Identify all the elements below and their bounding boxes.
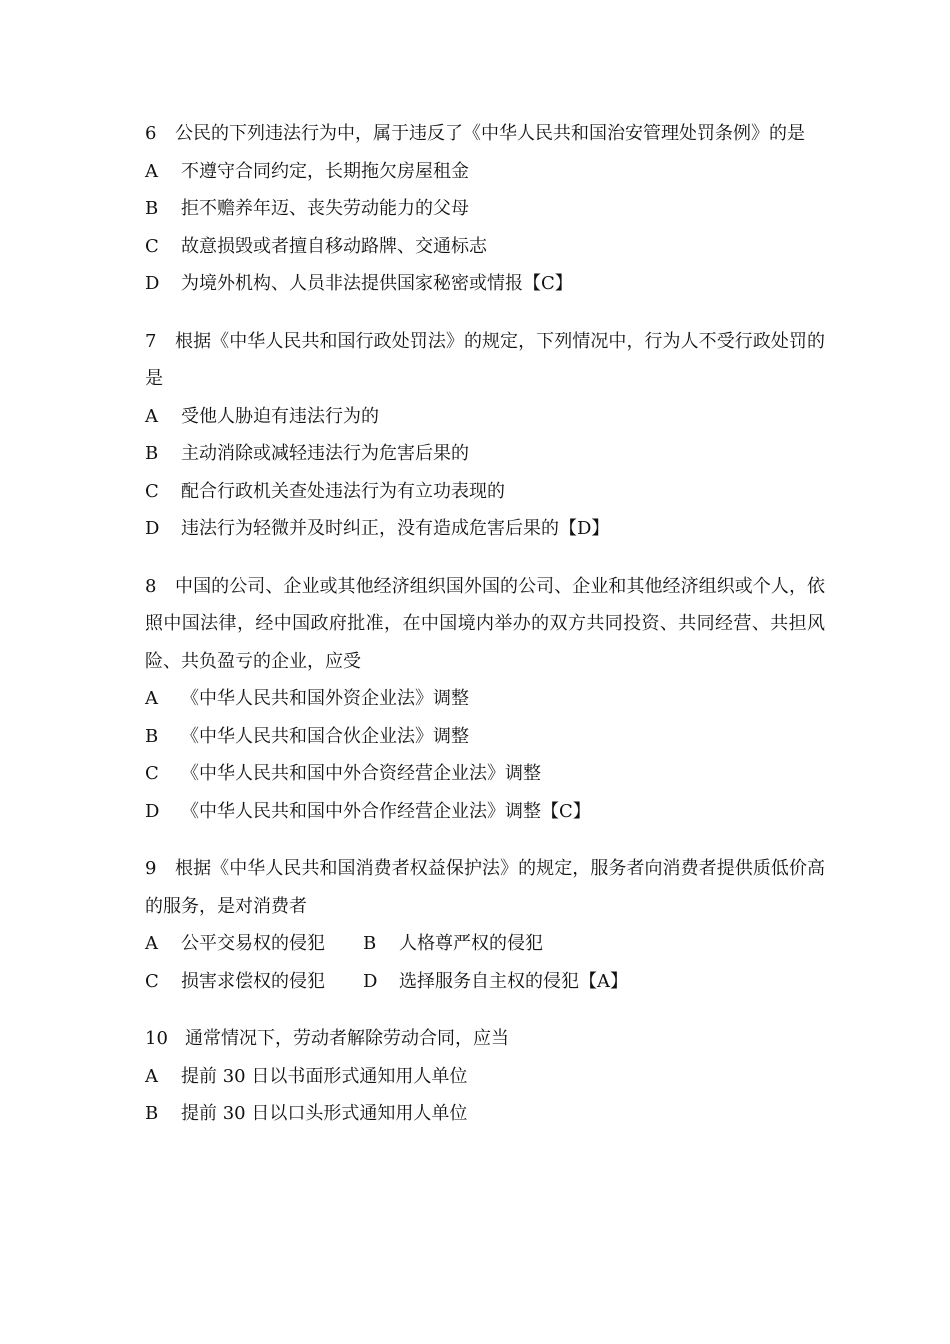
option-text: 《中华人民共和国合伙企业法》调整	[181, 725, 469, 747]
option-row-ab	[145, 925, 825, 963]
option-d	[145, 265, 825, 303]
option-letter: C	[145, 763, 159, 784]
option-c	[145, 473, 825, 511]
option-text: 配合行政机关查处违法行为有立功表现的	[181, 480, 505, 502]
option-text: 人格尊严权的侵犯	[399, 933, 543, 954]
option-letter: D	[145, 518, 160, 539]
option-d	[363, 971, 628, 992]
option-letter: A	[145, 160, 158, 182]
option-letter: B	[145, 1103, 159, 1124]
option-c	[145, 228, 825, 266]
question-text: 根据《中华人民共和国消费者权益保护法》的规定，服务者向消费者提供质低价高的服务，是对消费者	[145, 858, 825, 917]
option-text: 为境外机构、人员非法提供国家秘密或情报	[181, 273, 523, 294]
option-letter: C	[145, 235, 159, 257]
option-text: 《中华人民共和国中外合作经营企业法》调整	[181, 800, 541, 822]
question-7	[145, 323, 825, 548]
option-c	[145, 755, 825, 793]
question-stem	[145, 1020, 825, 1058]
option-d	[145, 510, 825, 548]
question-10	[145, 1020, 825, 1133]
document-page	[145, 115, 825, 1153]
option-text: 损害求偿权的侵犯	[181, 970, 325, 992]
question-6	[145, 115, 825, 303]
answer-key: 【A】	[579, 970, 628, 992]
answer-key: 【D】	[559, 518, 610, 539]
option-b	[145, 1095, 825, 1133]
option-text: 违法行为轻微并及时纠正，没有造成危害后果的	[181, 518, 559, 539]
question-stem	[145, 568, 825, 681]
option-row-cd	[145, 963, 825, 1001]
option-letter: B	[363, 933, 377, 954]
question-text: 中国的公司、企业或其他经济组织国外国的公司、企业和其他经济组织或个人，依照中国法律，经中国政府批准，在中国境内举办的双方共同投资、共同经营、共担风险、共负盈亏的企业，应受	[145, 575, 825, 672]
question-text: 根据《中华人民共和国行政处罚法》的规定，下列情况中，行为人不受行政处罚的是	[145, 330, 825, 389]
option-a	[145, 925, 363, 963]
option-a	[145, 153, 825, 191]
question-number: 10	[145, 1028, 168, 1049]
option-text: 提前 30 日以书面形式通知用人单位	[181, 1065, 468, 1087]
question-stem	[145, 850, 825, 925]
option-letter: D	[145, 800, 160, 822]
option-text: 公平交易权的侵犯	[181, 933, 325, 954]
option-letter: A	[145, 405, 158, 427]
question-number: 9	[145, 858, 157, 879]
question-text: 公民的下列违法行为中，属于违反了《中华人民共和国治安管理处罚条例》的是	[175, 123, 805, 144]
option-b	[145, 190, 825, 228]
option-letter: B	[145, 198, 159, 219]
option-a	[145, 398, 825, 436]
answer-key: 【C】	[523, 273, 573, 294]
option-b	[145, 435, 825, 473]
question-number: 7	[145, 330, 157, 352]
option-text: 提前 30 日以口头形式通知用人单位	[181, 1103, 468, 1124]
option-text: 受他人胁迫有违法行为的	[181, 405, 379, 427]
option-letter: A	[145, 933, 158, 954]
option-b	[145, 718, 825, 756]
option-c	[145, 963, 363, 1001]
option-letter: C	[145, 970, 159, 992]
option-text: 选择服务自主权的侵犯	[399, 970, 579, 992]
question-stem	[145, 323, 825, 398]
option-text: 主动消除或减轻违法行为危害后果的	[181, 443, 469, 464]
option-letter: D	[145, 273, 160, 294]
option-b	[363, 933, 543, 954]
question-text: 通常情况下，劳动者解除劳动合同，应当	[185, 1028, 509, 1049]
option-d	[145, 793, 825, 831]
option-a	[145, 680, 825, 718]
option-text: 《中华人民共和国外资企业法》调整	[181, 688, 469, 709]
question-8	[145, 568, 825, 831]
option-text: 拒不赡养年迈、丧失劳动能力的父母	[181, 198, 469, 219]
question-stem	[145, 115, 825, 153]
option-text: 故意损毁或者擅自移动路牌、交通标志	[181, 235, 487, 257]
question-9	[145, 850, 825, 1000]
option-text: 不遵守合同约定，长期拖欠房屋租金	[181, 160, 469, 182]
question-number: 6	[145, 123, 157, 144]
question-number: 8	[145, 575, 157, 597]
option-text: 《中华人民共和国中外合资经营企业法》调整	[181, 763, 541, 784]
option-letter: B	[145, 443, 159, 464]
option-letter: A	[145, 1065, 158, 1087]
answer-key: 【C】	[541, 800, 591, 822]
option-letter: A	[145, 688, 158, 709]
option-a	[145, 1058, 825, 1096]
option-letter: D	[363, 970, 378, 992]
option-letter: B	[145, 725, 159, 747]
option-letter: C	[145, 480, 159, 502]
